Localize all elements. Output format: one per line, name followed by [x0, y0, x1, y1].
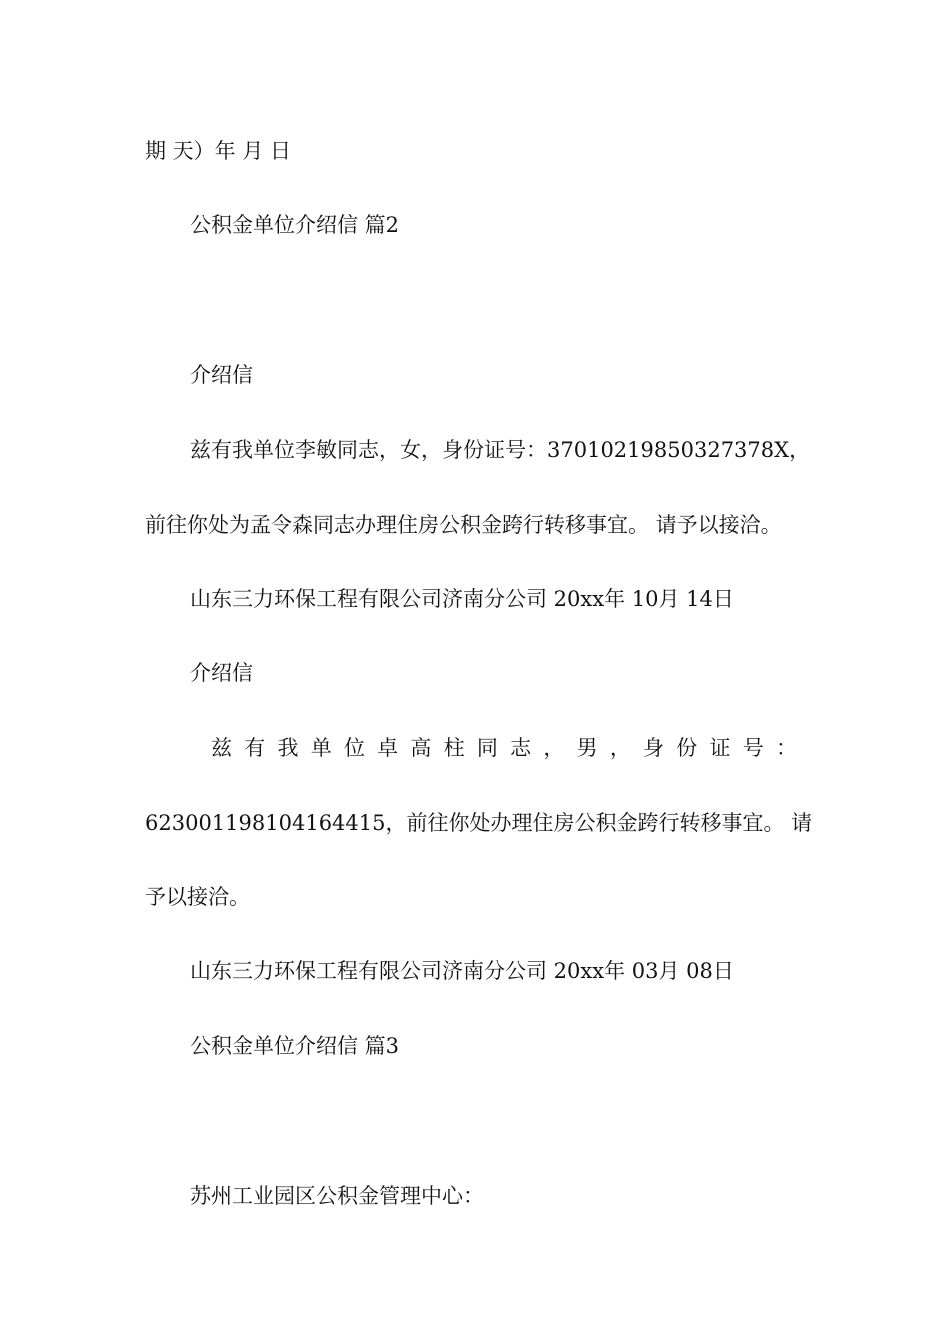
- letter-1-title: 介绍信: [190, 363, 253, 387]
- letter-2-body-line-3: 予以接洽。: [145, 885, 250, 909]
- justified-char: 证: [709, 736, 731, 760]
- section-heading-2: 公积金单位介绍信 篇2: [190, 213, 400, 237]
- letter-2-signature: 山东三力环保工程有限公司济南分公司 20xx年 03月 08日: [190, 959, 734, 983]
- justified-char: 号: [742, 736, 764, 760]
- justified-char: 志: [510, 736, 532, 760]
- justified-char: 我: [277, 736, 299, 760]
- letter-1-body-line-1: 兹有我单位李敏同志，女，身份证号：37010219850327378X，: [190, 438, 811, 462]
- justified-char: 高: [410, 736, 432, 760]
- justified-char: 兹: [211, 736, 232, 760]
- justified-char: 有: [244, 736, 266, 760]
- letter-2-body-line-1: [145, 733, 797, 763]
- letter-1-signature: 山东三力环保工程有限公司济南分公司 20xx年 10月 14日: [190, 587, 734, 611]
- justified-char: ，: [543, 736, 565, 760]
- justified-char: ，: [609, 736, 631, 760]
- justified-char: 柱: [443, 736, 465, 760]
- letter-2-body-line-2: 623001198104164415，前往你处办理住房公积金跨行转移事宜。 请: [145, 811, 813, 835]
- letter-1-body-line-2: 前往你处为孟令森同志办理住房公积金跨行转移事宜。 请予以接洽。: [145, 513, 782, 537]
- addressee-line: 苏州工业园区公积金管理中心：: [190, 1184, 484, 1208]
- date-line: 期 天）年 月 日: [145, 139, 292, 163]
- justified-char: 位: [343, 736, 365, 760]
- justified-char: ：: [775, 736, 797, 760]
- letter-2-title: 介绍信: [190, 661, 253, 685]
- justified-char: 身: [643, 736, 665, 760]
- justified-char: 同: [476, 736, 498, 760]
- justified-char: 卓: [377, 736, 399, 760]
- justified-char: 男: [576, 736, 598, 760]
- justified-char: 份: [676, 736, 698, 760]
- justified-char: 单: [310, 736, 332, 760]
- section-heading-3: 公积金单位介绍信 篇3: [190, 1034, 400, 1058]
